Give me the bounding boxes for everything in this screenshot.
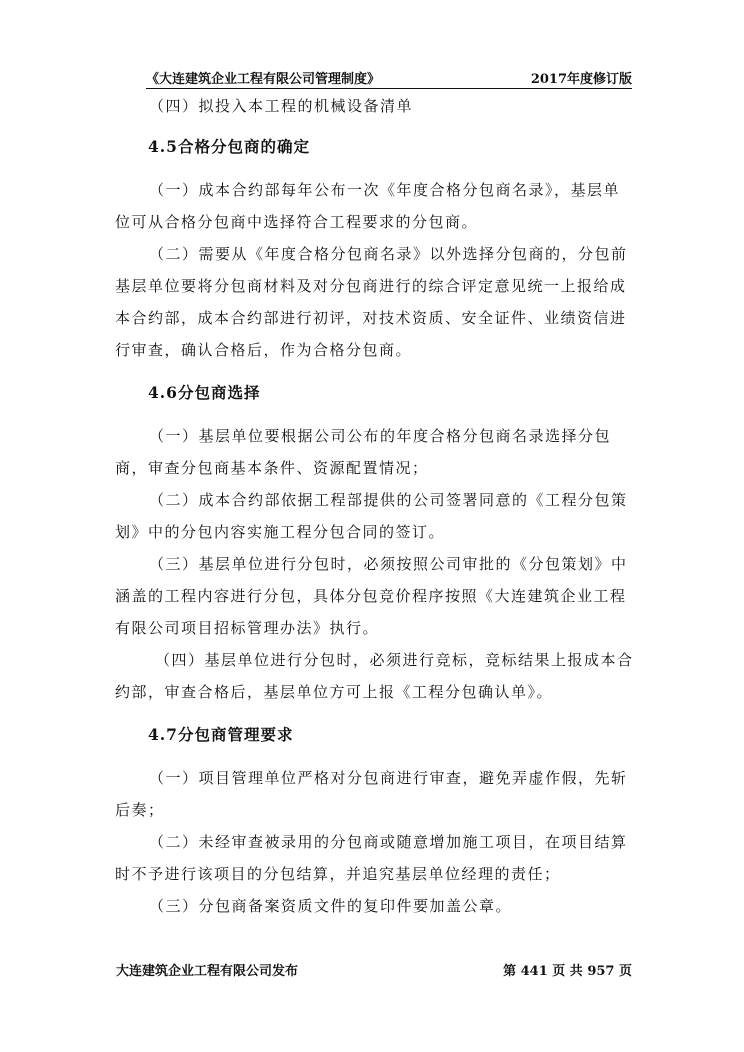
- paragraph: （四）基层单位进行分包时，必须进行竞标，竞标结果上报成本合约部，审查合格后，基层单位方可上报《工程分包确认单》。: [115, 651, 634, 701]
- paragraph: （一）项目管理单位严格对分包商进行审查，避免弄虚作假，先斩后奏；: [115, 769, 628, 819]
- document-body: [115, 90, 635, 922]
- header-version: 2017年度修订版: [530, 72, 632, 87]
- header-title: 《大连建筑企业工程有限公司管理制度》: [146, 72, 381, 87]
- paragraph: （一）基层单位要根据公司公布的年度合格分包商名录选择分包商，审查分包商基本条件、资源配置情况；: [115, 427, 612, 477]
- paragraph: （三）分包商备案资质文件的复印件要加盖公章。: [149, 897, 513, 915]
- section-heading-4-6: 4.6分包商选择: [148, 383, 261, 402]
- footer-publisher: 大连建筑企业工程有限公司发布: [116, 964, 299, 979]
- paragraph: （二）未经审查被录用的分包商或随意增加施工项目，在项目结算时不予进行该项目的分包结算，并追究基层单位经理的责任；: [115, 833, 628, 883]
- page-header: [146, 66, 632, 89]
- footer-page-info: 第 441 页 共 957 页: [503, 964, 632, 979]
- intro-item: （四）拟投入本工程的机械设备清单: [149, 97, 414, 115]
- paragraph: （二）需要从《年度合格分包商名录》以外选择分包商的，分包前基层单位要将分包商材料及对分包商进行的综合评定意见统一上报给成本合约部，成本合约部进行初评，对技术资质、安全证件、业绩资信进行审查，确认合格后，作为合格分包商。: [115, 245, 628, 359]
- section-heading-4-5: 4.5合格分包商的确定: [148, 137, 310, 156]
- paragraph: （三）基层单位进行分包时，必须按照公司审批的《分包策划》中涵盖的工程内容进行分包，具体分包竞价程序按照《大连建筑企业工程有限公司项目招标管理办法》执行。: [115, 555, 628, 637]
- paragraph: （一）成本合约部每年公布一次《年度合格分包商名录》，基层单位可从合格分包商中选择符合工程要求的分包商。: [115, 181, 621, 231]
- page-footer: [116, 960, 632, 980]
- paragraph: （二）成本合约部依据工程部提供的公司签署同意的《工程分包策划》中的分包内容实施工程分包合同的签订。: [115, 491, 628, 541]
- section-heading-4-7: 4.7分包商管理要求: [148, 725, 294, 744]
